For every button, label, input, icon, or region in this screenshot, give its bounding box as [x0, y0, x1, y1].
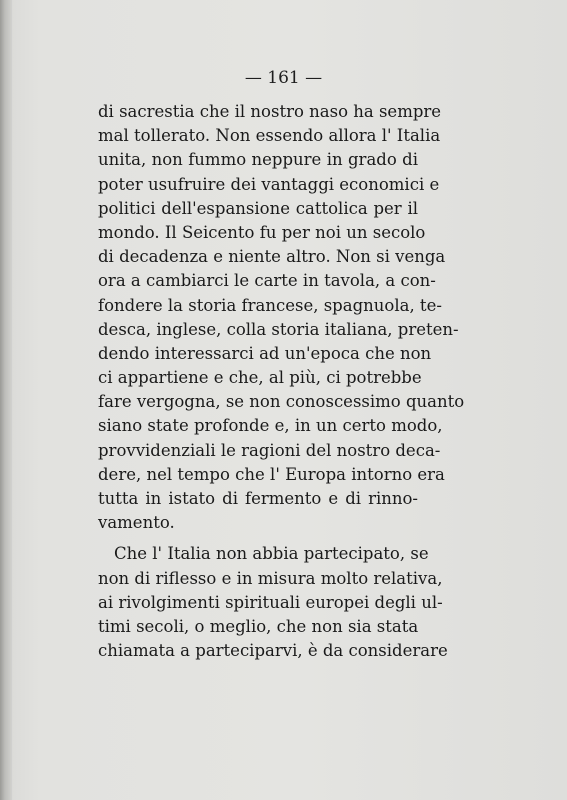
text-line: provvidenziali le ragioni del nostro deca- — [98, 440, 441, 460]
text-line: ai rivolgimenti spirituali europei degli ul- — [98, 592, 443, 612]
text-line: dere, nel tempo che l' Europa intorno era — [98, 464, 445, 484]
paragraph-spacer — [98, 535, 418, 542]
text-line: ci appartiene e che, al più, ci potrebbe — [98, 368, 422, 388]
text-line: dendo interessarci ad un'epoca che non — [98, 343, 432, 363]
text-line: unita, non fummo neppure in grado di — [98, 150, 418, 170]
text-line: di decadenza e niente altro. Non si venga — [98, 247, 446, 267]
text-line: fondere la storia francese, spagnuola, te- — [98, 295, 442, 315]
text-line: fare vergogna, se non conoscessimo quanto — [98, 392, 465, 412]
text-line: tutta in istato di fermento e di rinno- — [98, 489, 418, 508]
text-line: mondo. Il Seicento fu per noi un secolo — [98, 222, 426, 242]
page-binding-edge — [0, 0, 12, 800]
text-line: desca, inglese, colla storia italiana, preten- — [98, 319, 459, 339]
text-line: di sacrestia che il nostro naso ha sempre — [98, 102, 442, 121]
text-line: siano state profonde e, in un certo modo, — [98, 416, 443, 436]
text-line: mal tollerato. Non essendo allora l' Italia — [98, 126, 441, 146]
body-text — [98, 100, 465, 663]
text-line: non di riflesso e in misura molto relativa, — [98, 568, 443, 588]
text-line: poter usufruire dei vantaggi economici e — [98, 174, 440, 194]
text-line: timi secoli, o meglio, che non sia stata — [98, 616, 419, 636]
text-line: vamento. — [98, 513, 175, 533]
text-line: politici dell'espansione cattolica per il — [98, 198, 418, 218]
text-line: chiamata a parteciparvi, è da considerare — [98, 641, 448, 661]
text-line: ora a cambiarci le carte in tavola, a con- — [98, 271, 436, 291]
text-line: Che l' Italia non abbia partecipato, se — [114, 544, 429, 564]
page-number: — 161 — — [244, 68, 323, 88]
